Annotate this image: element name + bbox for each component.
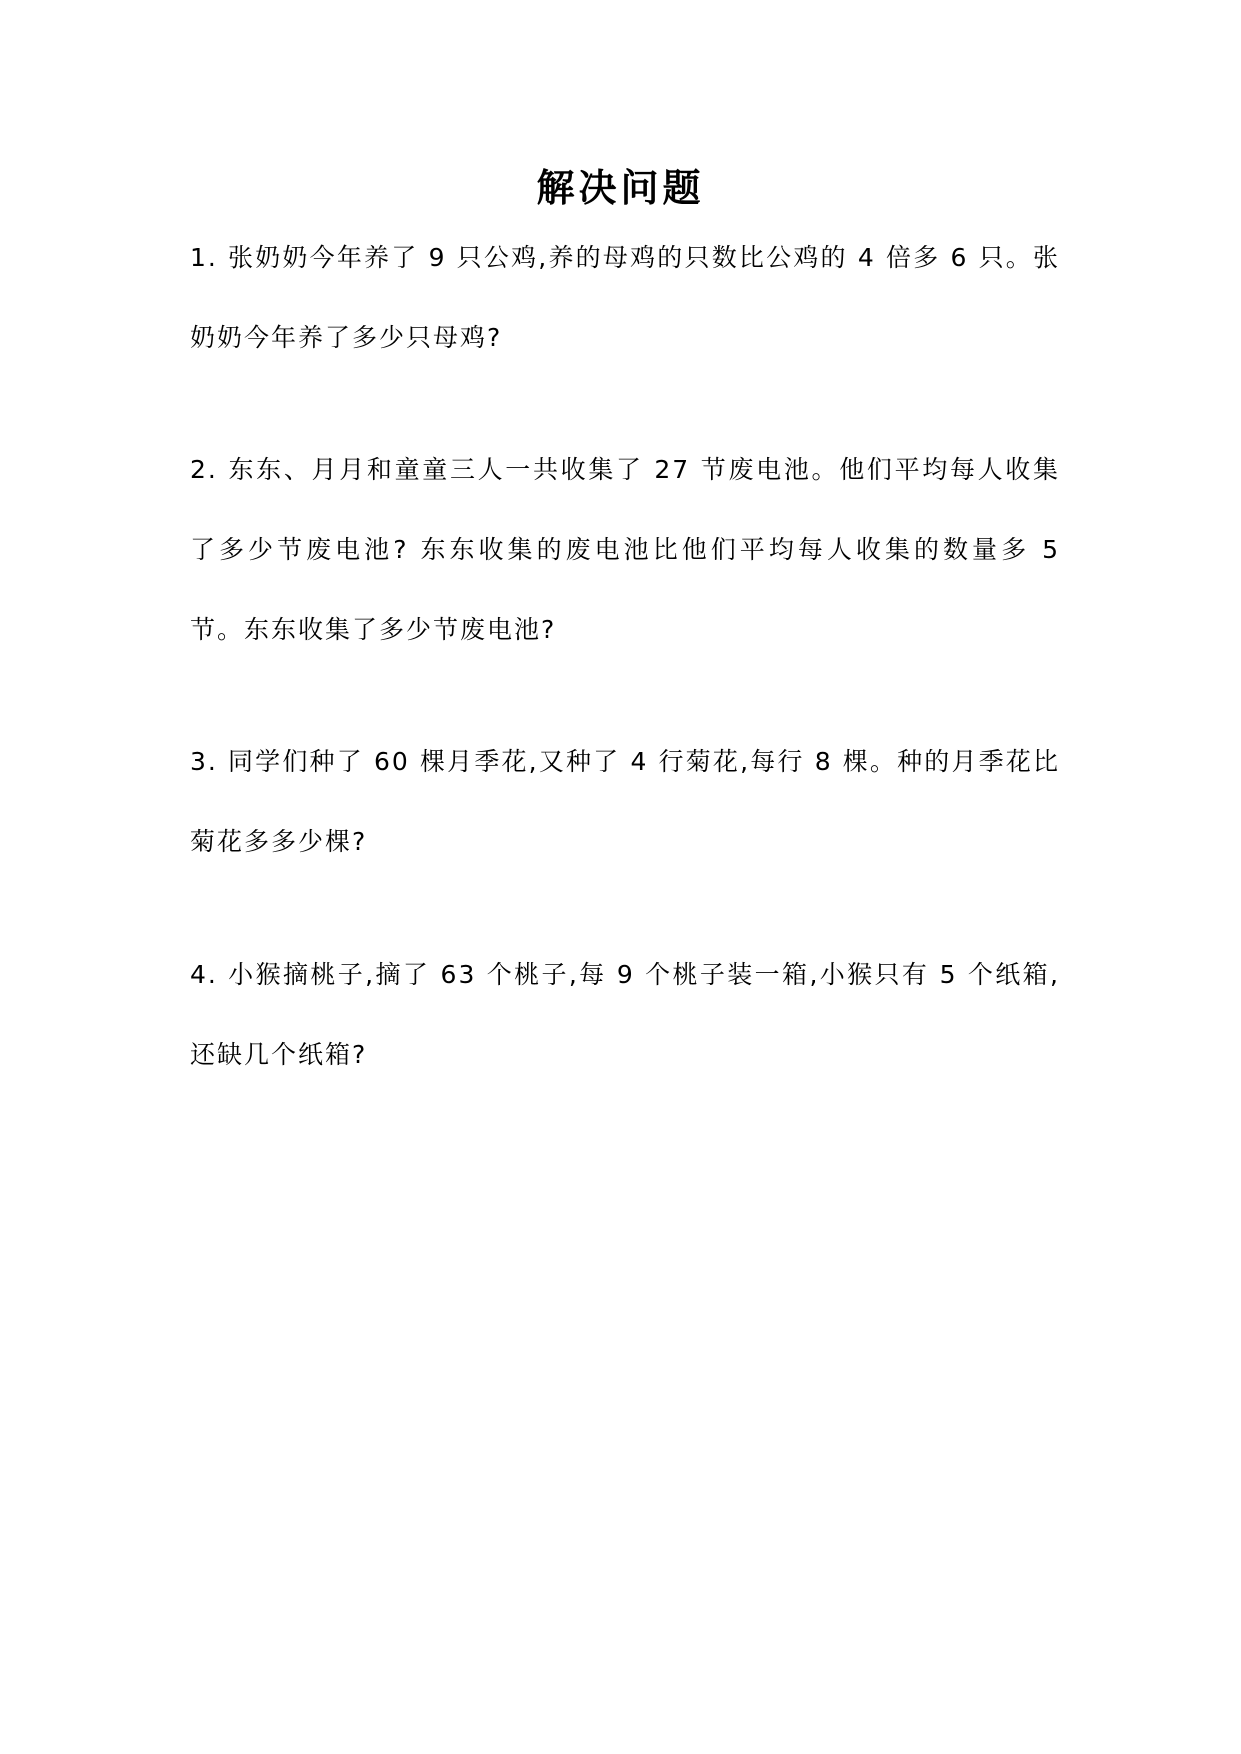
page-title: 解决问题: [536, 165, 705, 210]
problem-1-text: 1. 张奶奶今年养了 9 只公鸡,养的母鸡的只数比公鸡的 4 倍多 6 只。张奶奶今年养了多少只母鸡?: [190, 243, 1060, 352]
problem-3-text: 3. 同学们种了 60 棵月季花,又种了 4 行菊花,每行 8 棵。种的月季花比菊花多多少棵?: [190, 747, 1060, 856]
problem-4-text: 4. 小猴摘桃子,摘了 63 个桃子,每 9 个桃子装一箱,小猴只有 5 个纸箱,还缺几个纸箱?: [190, 960, 1060, 1069]
problem-2-text: 2. 东东、月月和童童三人一共收集了 27 节废电池。他们平均每人收集了多少节废电池? 东东收集的废电池比他们平均每人收集的数量多 5 节。东东收集了多少节废电池?: [190, 455, 1060, 644]
